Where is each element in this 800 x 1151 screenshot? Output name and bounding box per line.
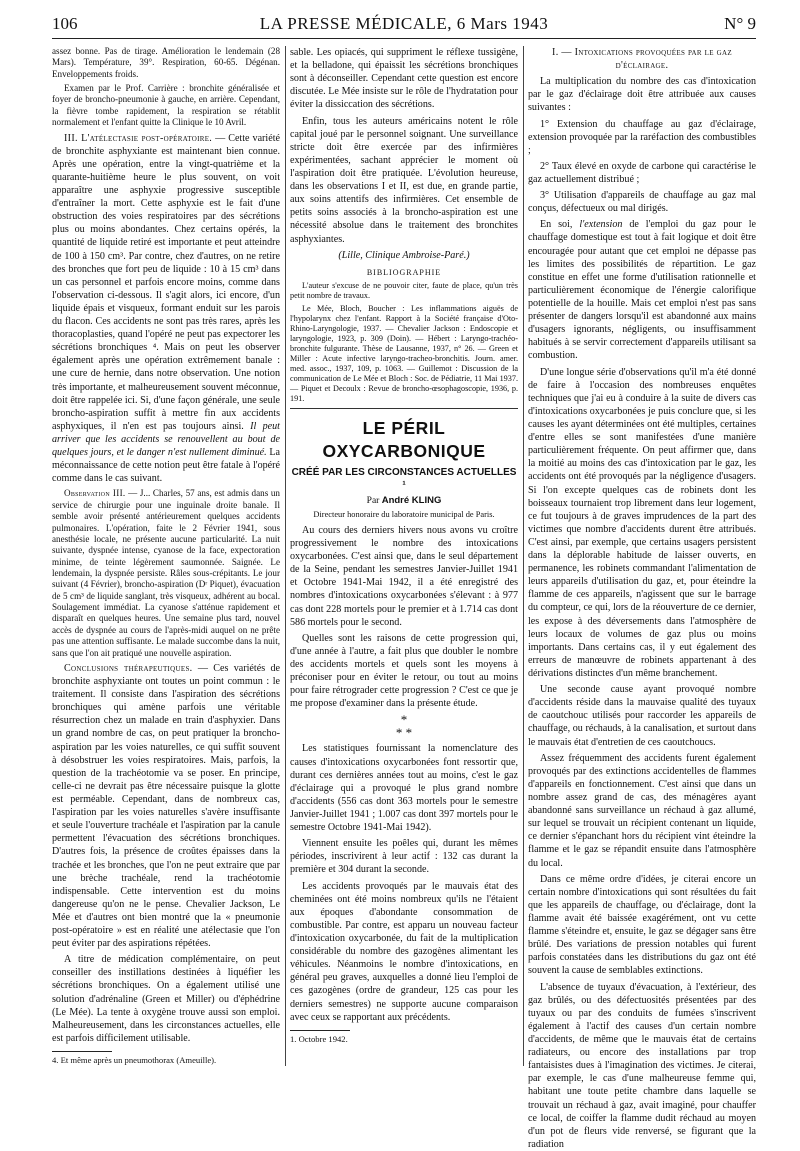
author-affiliation: Directeur honoraire du laboratoire municipal de Paris. — [313, 509, 495, 519]
paragraph: L'absence de tuyaux d'évacuation, à l'extérieur, des gaz brûlés, ou des défectuosités présentées par des tuyaux ou par des conduits de fumées s'inscrivent également à l'actif des causes d'un certain nombre d'accidents, de même que le mauvais état de certains radiateurs, ou encore des installations par trop fantaisistes dues à l'imagination des victimes. Je citerai, par exemple, le cas d'une malheureuse femme qui, habitant une toute petite chambre dans laquelle se trouvait un réchaud à gaz, avait imaginé, pour chauffer ce local, de coiffer la flamme dudit réchaud au moyen d'un pot de fleurs vide renversé, se figurant que la radiation — [528, 981, 756, 1150]
list-item: 3° Utilisation d'appareils de chauffage au gaz mal conçus, défectueux ou mal dirigés. — [528, 190, 756, 215]
paragraph: Assez fréquemment des accidents furent également provoqués par des extinctions accidentelles de flammes d'appareils en fonctionnement. C'est ainsi que dans un nombre assez grand de cas, des ménagères ayant abandonné sans surveillance un réchaud à gaz allumé, sur lequel se trouvait un récipient contenant un liquide, ce dernier s'épanchant hors du récipient vint éteindre la flamme et le gaz se répandit ensuite dans l'atmosphère du local. — [528, 752, 756, 869]
paragraph: En soi, l'extension de l'emploi du gaz pour le chauffage domestique est tout à fait logique et doit être encouragée pour autant que cet emploi ne dépasse pas les limites des possibilités de répartition. Le gaz constitue en effet une forme d'utilisation rationnelle et particulièrement économique de l'énergie calorifique potentielle de la houille. Mais cet emploi n'est pas sans présenter de dangers lorsqu'il est abandonné aux mains d'usagers ignorants, négligents, ou insuffisamment habitués à se servir correctement d'appareils utilisant sa combustion. — [528, 219, 756, 362]
page-number: 106 — [52, 14, 78, 33]
paragraph: Quelles sont les raisons de cette progression qui, d'une année à l'autre, a fait plus que doubler le nombre des accidents mortels et quels sont les moyens à préconiser pour en éviter le retour, ou tout au moins pour faire rétrograder cette progression ? C'est ce que je me propose d'examiner dans la présente étude. — [290, 632, 518, 710]
paragraph: Au cours des derniers hivers nous avons vu croître progressivement le nombre des intoxications oxycarbonées. C'est ainsi que, dans le seul département de la Seine, pendant les semestres Janvier-Juillet 1941 et Octobre 1941-Mai 1942, il a été enregistré des nombres d'intoxications oxycarbonées s'élevant : à 977 cas dont 228 mortels pour le premier et à 1.714 cas dont 586 mortels pour le second. — [290, 524, 518, 628]
complementary-medication: A titre de médication complémentaire, on peut conseiller des instillations destinées à liquéfier les sécrétions bronchiques. On a également utilisé une solution d'adrénaline (Green et Miller) ou d'éphédrine (Le Mée). La tente à oxygène trouve aussi son emploi. Malheureusement, dans les circonstances actuelles, elle est parfois difficilement utilisable. — [52, 954, 280, 1044]
column-3 — [528, 46, 756, 1150]
article-subtitle: CRÉÉ PAR LES CIRCONSTANCES ACTUELLES ¹ — [291, 466, 517, 491]
list-item: 2° Taux élevé en oxyde de carbone qui caractérise le gaz actuellement distribué ; — [528, 160, 756, 185]
paragraph: Les statistiques fournissant la nomenclature des causes d'intoxications oxycarbonées font ressortir que, durant ces dernières années tout au moins, c'est le gaz d'éclairage qui a provoqué le plus grand nombre d'accidents (556 cas dont 363 mortels pour le semestre Janvier-Juillet 1941 ; 1.007 cas dont 397 mortels pour le semestre Octobre 1941-Mai 1942). — [290, 743, 518, 834]
therapeutic-conclusions: Conclusions thérapeutiques. — Ces variétés de bronchite asphyxiante ont toutes un point commun : le traitement. Il consiste dans l'aspiration des sécrétions bronchiques qui amène parfois une véritable résurrection chez un malade en train d'asphyxier. Dans un grand nombre de cas, on peut pratiquer la broncho-aspiration par les voies naturelles, ce qui suffit souvent à désobstruer les voies respiratoires. Mais, parfois, la question de la trachéotomie va se poser. En principe, celle-ci ne devrait pas être nécessaire puisque la glotte est perméable. Cependant, dans de nombreux cas, l'aspiration par les voies naturelles s'avère insuffisante et seule l'ouverture trachéale et l'aspiration par la canule permettent l'évacuation des sécrétions bronchiques. D'autres fois, la présence de croûtes épaisses dans la trachée et les bronches, que l'on ne peut extraire que par une brèche trachéale, rend la trachéotomie indispensable. Cette intervention est du moins dangereuse qu'on ne le pense. Chevalier Jackson, Le Mée et d'autres ont bien montré que la « pneumonie post-opératoire » est en réalité une atélectasie que l'on peut éviter par des aspirations répétées. — [52, 662, 280, 950]
paragraph: sable. Les opiacés, qui suppriment le réflexe tussigène, et la belladone, qui épaissit les sécrétions bronchiques sont à déconseiller. Cependant cette question est encore discutée. Le Mée insiste sur le rôle de l'hydratation pour éviter la dissiccation des sécrétions. — [290, 47, 518, 111]
list-item: 1° Extension du chauffage au gaz d'éclairage, extension provoquée par la raréfaction des combustibles ; — [528, 118, 756, 156]
signature-location: (Lille, Clinique Ambroise-Paré.) — [338, 249, 470, 261]
column-2 — [290, 46, 518, 1076]
observation-label: Observation III. — [64, 488, 126, 499]
article-author: Par André KLING — [366, 494, 442, 506]
section-heading-atelectasis: III. L'atélectasie post-opératoire. — [64, 132, 213, 144]
section-heading-gaz: I. — Intoxications provoquées par le gaz d'éclairage. — [552, 47, 732, 72]
header-rule — [52, 38, 756, 39]
case-continuation: assez bonne. Pas de tirage. Amélioration le lendemain (28 Mars). Température, 39°. Respiration, 60-65. Dégénan. Enveloppements froids. — [52, 46, 280, 79]
paragraph: Les accidents provoqués par le mauvais état des cheminées ont été moins nombreux qu'ils ne l'étaient aux époques d'abondante consommation de combustible. Par contre, est apparu un nouveau facteur d'intoxication oxycarbonée, du fait de la multiplication considérable du nombre des gazogènes alimentant les véhicules. Néanmoins le nombre d'intoxications, en général peu graves, auxquelles a donné lieu l'emploi de ces gazogènes (ordre de grandeur, 125 cas pour les derniers semestres) ne supporte aucune comparaison avec ceux se rapportant aux précédents. — [290, 880, 518, 1023]
footnote-rule — [290, 1030, 350, 1031]
paragraph: D'une longue série d'observations qu'il m'a été donné de faire à l'occasion des nombreuses enquêtes techniques que j'ai eu à conduire à la suite de divers cas d'intoxications oxycarbonées je puis conclure que, si les causes les ayant déterminées ont été multiples, certaines d'entre elles se sont manifestées d'une manière particulièrement fréquente. On peut affirmer que, dans la moitié au moins des cas d'intoxication par le gaz, les accidents ont été provoqués par la négligence d'usagers. Si l'on excepte quelques cas de robinets dont les boisseaux tournaient trop librement dans leur logement, ce fut toujours à de graves imprudences de la part des victimes que nombre d'accidents durent être attribués. C'est ainsi, par exemple, que certains usagers persistent dans la déplorable habitude de laisser ouverts, en permanence, les robinets commandant l'alimentation de leurs appareils d'utilisation du gaz, et, pour éteindre la flamme de ces appareils, n'agissent que sur le barrage du compteur, ce qui, lors de la réouverture de ce dernier, les expose à des déversements dans l'atmosphère de leurs locaux de volumes de gaz plus ou moins importants. Dans certains cas, il y eut également des erreurs de manœuvre de robinets appartenant à des dérivations distinctes d'un même branchement. — [528, 366, 756, 680]
column-divider — [285, 46, 286, 1066]
column-divider — [523, 46, 524, 1066]
bibliography-note: L'auteur s'excuse de ne pouvoir citer, faute de place, qu'un très petit nombre de travaux. — [290, 281, 518, 301]
issue-number: N° 9 — [724, 14, 756, 33]
case-exam-paragraph: Examen par le Prof. Carrière : bronchite généralisée et foyer de broncho-pneumonie à gauche, en arrière. Cependant, la fièvre tombe rapidement, la respiration se rétablit normalement et l'enfant quitte la Clinique le 10 Avril. — [52, 83, 280, 128]
article-title: LE PÉRIL OXYCARBONIQUE — [322, 418, 486, 461]
conclusions-heading: Conclusions thérapeutiques. — [64, 662, 193, 674]
paragraph: Enfin, tous les auteurs américains notent le rôle capital joué par le personnel soignant. Une surveillance stricte doit être exercée par des infirmières expérimentées, sachant apprécier le moment où l'aspiration doit être pratiquée. L'évolution heureuse, dans les observations I et II, est due, en grande partie, aux soins attentifs des infirmières. Cet ensemble de petits soins associés à la broncho-aspiration est une nécessité absolue dans le traitement des bronchites asphyxiantes. — [290, 115, 518, 245]
journal-title: LA PRESSE MÉDICALE, 6 Mars 1943 — [259, 14, 549, 33]
article-separator — [290, 408, 518, 409]
column-1 — [52, 46, 280, 1076]
bibliography-heading: BIBLIOGRAPHIE — [366, 267, 442, 277]
paragraph: Une seconde cause ayant provoqué nombre d'accidents réside dans la mauvaise qualité des tuyaux de caoutchouc utilisés pour raccorder les appareils de chauffage, ou réchauds, à la canalisation, et surtout dans le mauvais état d'entretien de ces caoutchoucs. — [528, 684, 756, 748]
atelectasis-paragraph: III. L'atélectasie post-opératoire. — Cette variété de bronchite asphyxiante est maintenant bien connue. Après une opération, entre la vingt-quatrième et la quarante-huitième heure le plus souvent, on voit apparaître une asphyxie progressive susceptible d'entraîner la mort. Cette asphyxie est le fait d'une obstruction des voies respiratoires par des sécrétions plus ou moins abondantes. Chez certains opérés, la quantité de liquide retiré est importante et peut atteindre de 100 à 150 cm³. Par contre, chez d'autres, on ne retire des bronches que fort peu de liquide : 10 à 15 cm³ dans un cas personnel et parfois encore moins, comme dans l'observation ci-dessous. Il s'agit alors, ici encore, d'un liquide épais et visqueux, formant enduit sur les parois du flacon. Ces accidents ne sont pas très rares, après les thoracoplasties, quand l'opéré ne peut pas expectorer les sécrétions bronchiques ⁴. Mais on peut les observer également après une opération extrêmement banale : une cure de hernie, dans notre observation. Une notion très importante, et malheureusement souvent méconnue, doit être rappelée ici. Si, d'une façon générale, une seule broncho-aspiration suffit à mettre fin aux accidents asphyxiques, il n'en est pas toujours ainsi. Il peut arriver que les accidents se renouvellent au bout de quelques jours, et le danger n'est nullement diminué. La méconnaissance de cette notion peut être fatale à l'opéré comme dans le cas suivant. — [52, 132, 280, 485]
bibliography-references: Le Mée, Bloch, Boucher : Les inflammations aiguës de l'hypolarynx chez l'enfant. Rapport à la Société française d'Oto-Rhino-Laryngologie, 1937. — Chevalier Jackson : Endoscopie et laryngologie, 1923, p. 309 (Doin). — Hébert : Laryngo-trachéo-bronchite fulgurante. Thèse de Lausanne, 1937, n° 26. — Green et Miller : Acute infective laryngo-tracheo-bronchitis. Journ. amer. med. assoc., 1937, 109, p. 1063. — Guillemot : Discussion de la communication de Le Mée et Bloch : Soc. de Pédiatrie, 11 Mai 1937. — Piquet et Decoulx : Revue de broncho-œsophagoscopie, 1936, p. 191. — [290, 304, 518, 404]
section-stars: * * * — [395, 712, 413, 741]
page-header — [52, 14, 756, 40]
observation-iii: Observation III. — J... Charles, 57 ans, est admis dans un service de chirurgie pour une inguinale droite banale. Il semble avoir présenté antérieurement quelques accidents pulmonaires. L'opération, faite le 2 Février 1941, sous anesthésie locale, ne présente aucune particularité. La nuit suivante, dyspnée intense, cyanose de la face, expectoration minime, de teinte légèrement saumonnée. Saignée. Le lendemain, la dyspnée persiste. Râles sous-crépitants. Le jour suivant (4 Février), broncho-aspiration (Dʳ Piquet), évacuation de 5 cm³ de liquide sanglant, très visqueux, adhérent au bocal. Soulagement immédiat. La cyanose s'atténue rapidement et disparaît en quelques heures. Une semaine plus tard, nouvel accès de dyspnée au cours de l'après-midi auquel on ne prête pas une attention suffisante. Le malade succombe dans la nuit, sans que l'on ait pratiqué une nouvelle aspiration. — [52, 488, 280, 658]
paragraph: Dans ce même ordre d'idées, je citerai encore un certain nombre d'intoxications qui sont résultées du fait que les appareils de chauffage, ou d'éclairage, dont la flamme avait été baissée exagérément, ont vu cette flamme s'éteindre et, ensuite, le gaz se dégager sans être brûlé. Des variations de pression notables qui furent parfois constatées dans les distributions du gaz ont été souvent la cause de semblables extinctions. — [528, 873, 756, 977]
footnote: 4. Et même après un pneumothorax (Ameuille). — [52, 1055, 217, 1066]
paragraph: Viennent ensuite les poêles qui, durant les mêmes périodes, inscrivirent à leur actif : 132 cas durant la première et 304 durant la seconde. — [290, 838, 518, 876]
paragraph: La multiplication du nombre des cas d'intoxication par le gaz d'éclairage doit être attribuée aux causes suivantes : — [528, 76, 756, 114]
footnote: 1. Octobre 1942. — [290, 1033, 348, 1044]
footnote-rule — [52, 1051, 112, 1052]
